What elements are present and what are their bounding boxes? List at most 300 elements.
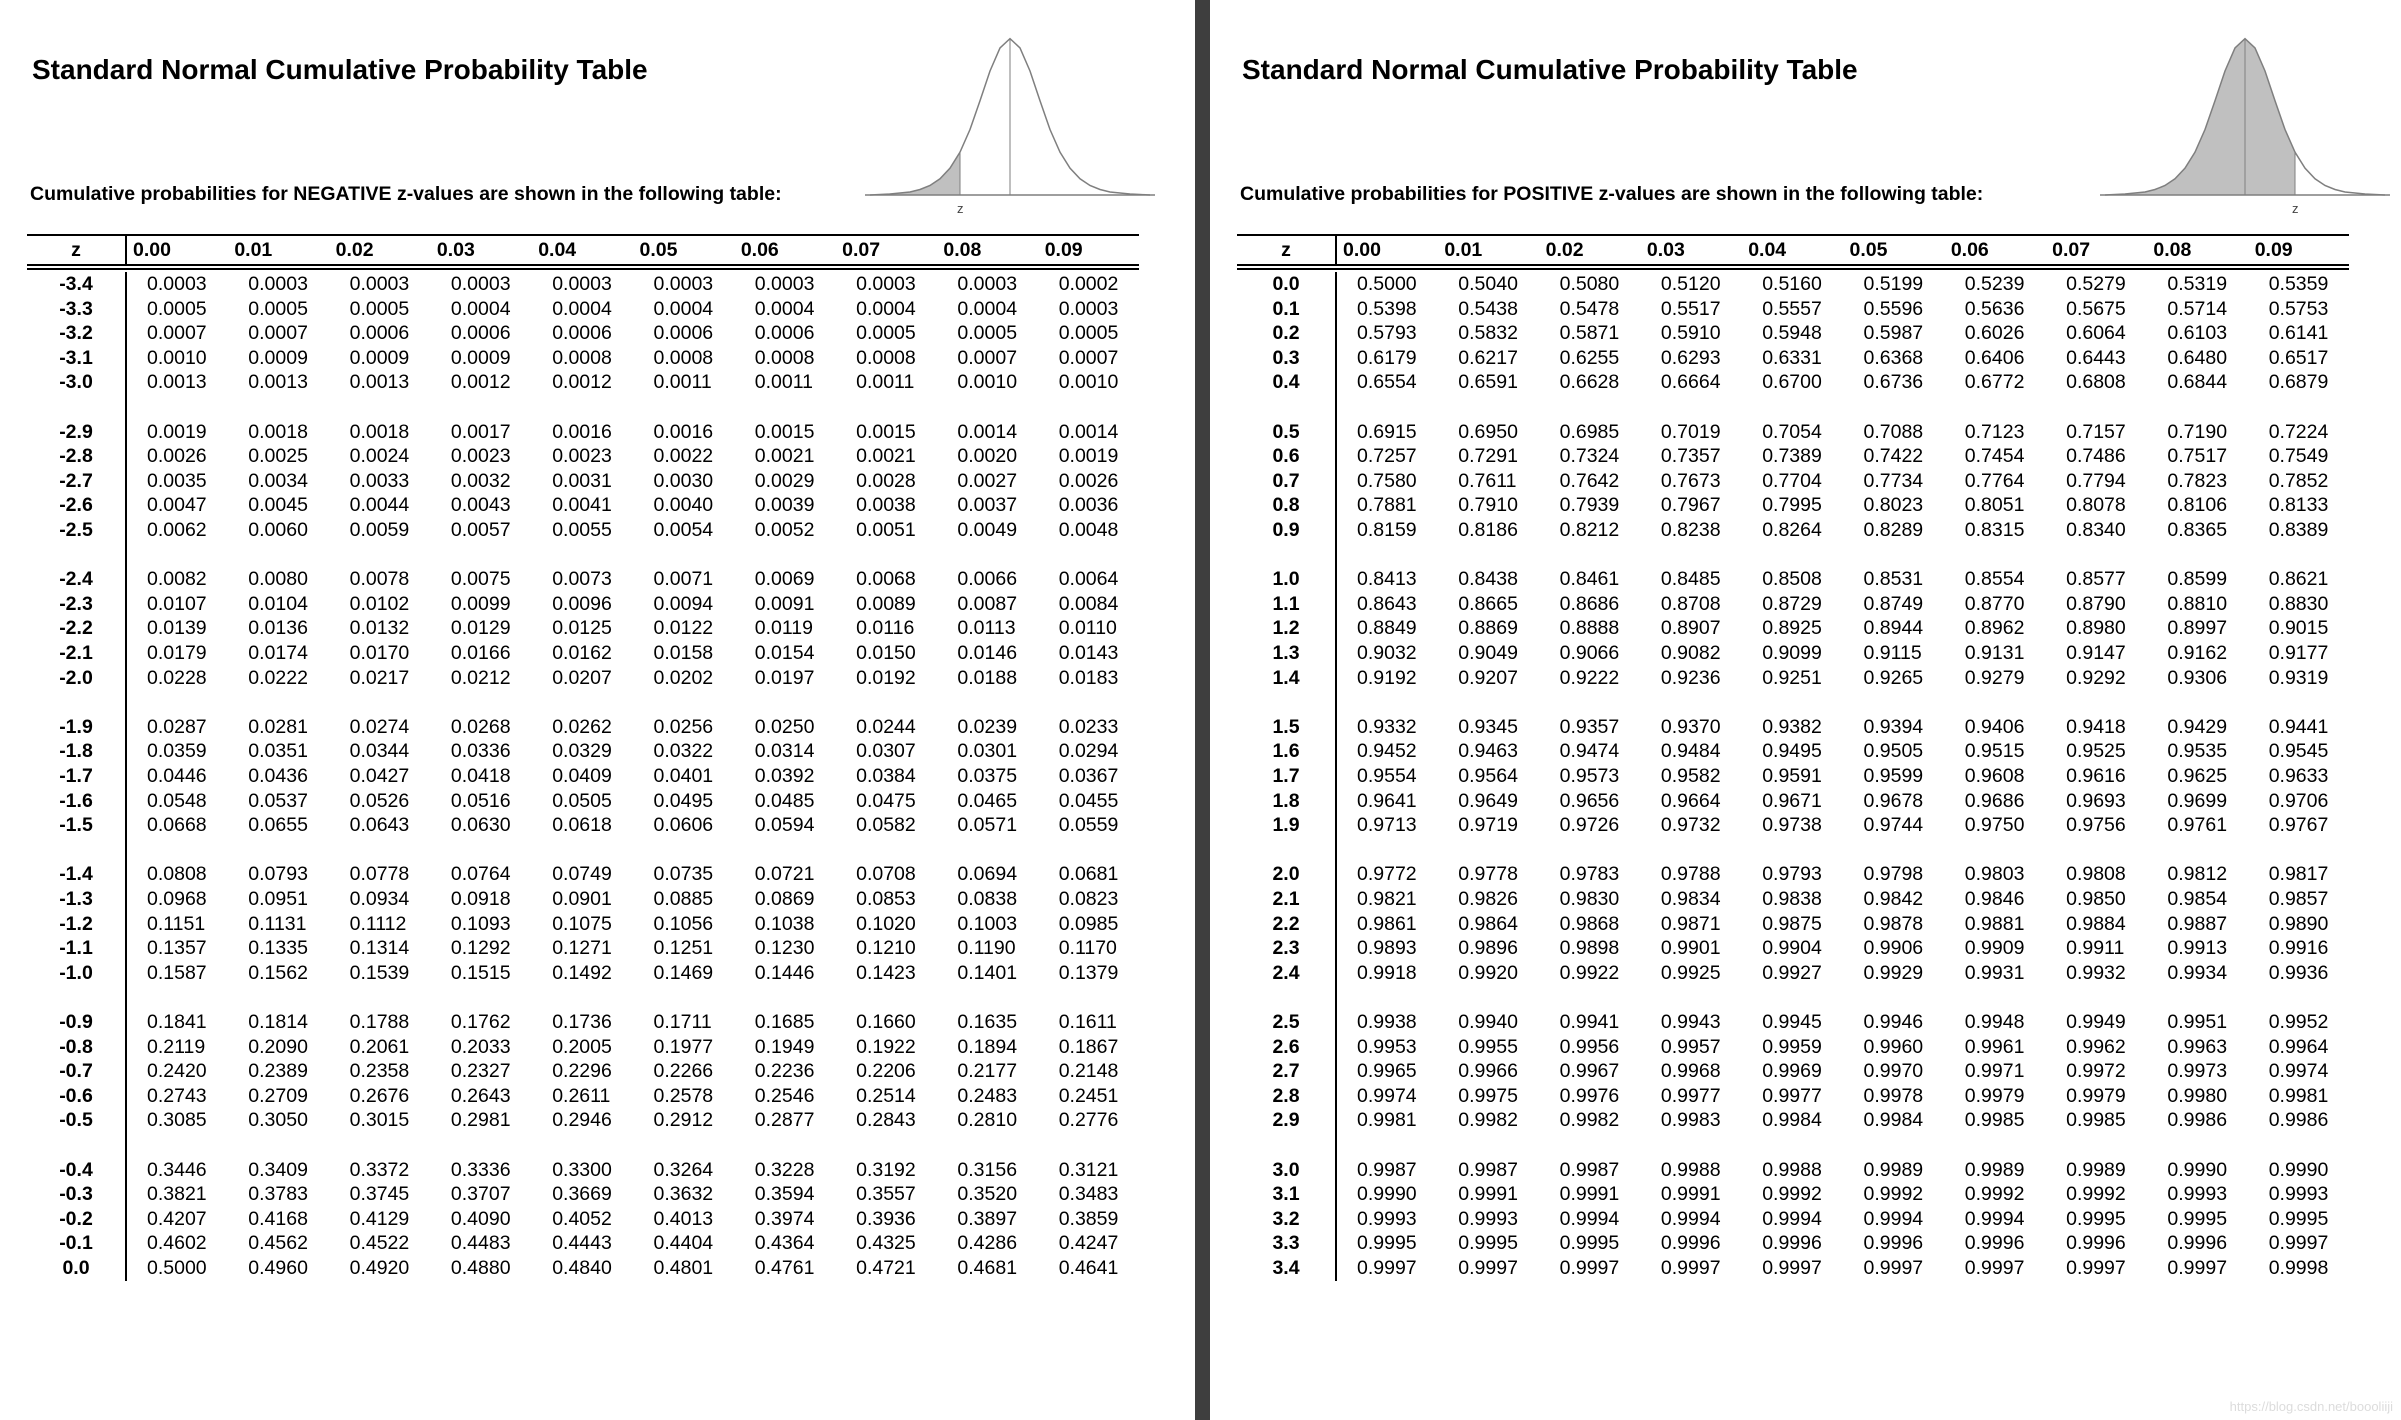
table-header-row <box>27 234 1139 266</box>
probability-cell: 0.9977 <box>1762 1084 1822 1107</box>
column-header: 0.02 <box>335 239 374 261</box>
probability-cell: 0.0018 <box>248 420 308 443</box>
probability-cell: 0.0029 <box>754 469 815 492</box>
probability-cell: 0.0027 <box>957 469 1018 492</box>
probability-cell: 0.9738 <box>1762 814 1822 837</box>
column-header: 0.04 <box>1748 239 1787 261</box>
probability-cell: 0.9793 <box>1762 863 1822 886</box>
negative-z-table-page <box>0 0 1195 1420</box>
probability-cell: 0.9992 <box>1863 1183 1924 1206</box>
column-header: 0.03 <box>1646 239 1685 261</box>
z-value: 1.8 <box>1272 789 1300 812</box>
probability-cell: 0.0003 <box>1058 297 1119 320</box>
probability-cell: 0.8413 <box>1357 568 1417 591</box>
probability-cell: 0.0643 <box>349 814 410 837</box>
probability-cell: 0.0559 <box>1058 814 1119 837</box>
table-row <box>1237 297 2349 322</box>
probability-cell: 0.6517 <box>2268 346 2329 369</box>
probability-cell: 0.2236 <box>754 1060 815 1083</box>
positive-z-table <box>1237 234 2349 1281</box>
z-value: 0.8 <box>1272 494 1300 517</box>
probability-cell: 0.9970 <box>1863 1060 1924 1083</box>
z-value: -1.7 <box>59 765 93 787</box>
probability-cell: 0.3300 <box>552 1158 612 1181</box>
probability-cell: 0.0031 <box>552 469 612 492</box>
probability-cell: 0.5438 <box>1458 297 1518 320</box>
probability-cell: 0.1151 <box>147 912 206 935</box>
probability-cell: 0.4721 <box>856 1257 916 1279</box>
probability-cell: 0.7910 <box>1458 494 1518 517</box>
probability-cell: 0.7224 <box>2268 420 2329 443</box>
table-row <box>27 1035 1139 1060</box>
table-body <box>27 272 1139 1281</box>
probability-cell: 0.9463 <box>1458 740 1518 763</box>
z-value: -0.9 <box>59 1011 93 1033</box>
probability-cell: 0.5080 <box>1559 273 1620 295</box>
probability-cell: 0.0188 <box>957 666 1018 689</box>
probability-cell: 0.0018 <box>349 420 410 443</box>
probability-cell: 0.0239 <box>957 715 1018 738</box>
probability-cell: 0.6293 <box>1660 346 1721 369</box>
probability-cell: 0.4920 <box>349 1257 410 1279</box>
probability-cell: 0.8790 <box>2066 592 2126 615</box>
z-value: 2.9 <box>1272 1109 1300 1132</box>
probability-cell: 0.3520 <box>957 1183 1018 1206</box>
probability-cell: 0.2643 <box>450 1084 511 1107</box>
probability-cell: 0.9641 <box>1357 789 1417 812</box>
probability-cell: 0.0197 <box>754 666 815 689</box>
probability-cell: 0.9582 <box>1660 765 1721 787</box>
probability-cell: 0.0401 <box>653 765 714 787</box>
probability-cell: 0.2389 <box>248 1060 308 1083</box>
table-row <box>27 1010 1139 1035</box>
column-header: 0.08 <box>943 239 982 261</box>
probability-cell: 0.6700 <box>1762 371 1822 394</box>
probability-cell: 0.8389 <box>2268 519 2329 541</box>
z-value: -3.4 <box>59 273 93 295</box>
z-value: 2.6 <box>1272 1035 1300 1058</box>
probability-cell: 0.9979 <box>1964 1084 2025 1107</box>
probability-cell: 0.8023 <box>1863 494 1924 517</box>
probability-cell: 0.6915 <box>1357 420 1417 443</box>
z-value: 2.7 <box>1272 1060 1300 1083</box>
probability-cell: 0.9952 <box>2268 1011 2329 1033</box>
probability-cell: 0.2743 <box>147 1084 207 1107</box>
probability-cell: 0.8810 <box>2167 592 2228 615</box>
z-value: 2.5 <box>1272 1011 1300 1033</box>
probability-cell: 0.0618 <box>552 814 612 837</box>
probability-cell: 0.0202 <box>653 666 714 689</box>
probability-cell: 0.4129 <box>349 1207 410 1230</box>
probability-cell: 0.0011 <box>856 371 915 394</box>
probability-cell: 0.0495 <box>653 789 714 812</box>
probability-cell: 0.3085 <box>147 1109 207 1132</box>
probability-cell: 0.9671 <box>1762 789 1822 812</box>
probability-cell: 0.4801 <box>653 1257 714 1279</box>
probability-cell: 0.9988 <box>1762 1158 1822 1181</box>
probability-cell: 0.9913 <box>2167 937 2228 960</box>
probability-cell: 0.9798 <box>1863 863 1924 886</box>
probability-cell: 0.9993 <box>2167 1183 2228 1206</box>
probability-cell: 0.1335 <box>248 937 308 960</box>
probability-cell: 0.9699 <box>2167 789 2228 812</box>
z-value: -2.6 <box>59 494 93 517</box>
probability-cell: 0.0150 <box>856 642 916 664</box>
probability-cell: 0.0036 <box>1058 494 1119 517</box>
probability-cell: 0.9995 <box>2167 1207 2228 1230</box>
probability-cell: 0.9842 <box>1863 888 1924 910</box>
probability-cell: 0.0013 <box>248 371 308 394</box>
probability-cell: 0.0307 <box>856 740 916 763</box>
probability-cell: 0.0041 <box>552 494 612 517</box>
probability-cell: 0.7157 <box>2066 420 2126 443</box>
probability-cell: 0.9955 <box>1458 1035 1518 1058</box>
probability-cell: 0.9015 <box>2268 617 2329 640</box>
probability-cell: 0.3669 <box>552 1183 612 1206</box>
probability-cell: 0.0089 <box>856 592 916 615</box>
probability-cell: 0.1894 <box>957 1035 1018 1058</box>
z-value: 3.0 <box>1272 1158 1300 1181</box>
z-value: -2.9 <box>59 420 93 443</box>
z-value: 0.1 <box>1272 297 1300 320</box>
probability-cell: 0.9987 <box>1357 1158 1417 1181</box>
probability-cell: 0.0606 <box>653 814 714 837</box>
probability-cell: 0.9996 <box>1762 1232 1822 1255</box>
probability-cell: 0.0359 <box>147 740 207 763</box>
probability-cell: 0.9495 <box>1762 740 1822 763</box>
probability-cell: 0.9292 <box>2066 666 2126 689</box>
table-row <box>1237 813 2349 838</box>
probability-cell: 0.0465 <box>957 789 1018 812</box>
probability-cell: 0.9564 <box>1458 765 1518 787</box>
probability-cell: 0.7704 <box>1762 469 1822 492</box>
probability-cell: 0.4325 <box>856 1232 916 1255</box>
probability-cell: 0.1056 <box>653 912 714 935</box>
probability-cell: 0.0026 <box>1058 469 1119 492</box>
probability-cell: 0.5596 <box>1863 297 1924 320</box>
probability-cell: 0.7642 <box>1559 469 1620 492</box>
probability-cell: 0.3050 <box>248 1109 308 1132</box>
probability-cell: 0.0004 <box>754 297 815 320</box>
probability-cell: 0.9525 <box>2066 740 2126 763</box>
probability-cell: 0.0006 <box>653 322 714 345</box>
probability-cell: 0.0409 <box>552 765 612 787</box>
probability-cell: 0.8888 <box>1559 617 1620 640</box>
probability-cell: 0.1003 <box>957 912 1018 935</box>
probability-cell: 0.5714 <box>2167 297 2228 320</box>
column-header: 0.07 <box>842 239 881 261</box>
probability-cell: 0.0329 <box>552 740 612 763</box>
probability-cell: 0.0268 <box>450 715 511 738</box>
probability-cell: 0.0212 <box>450 666 511 689</box>
probability-cell: 0.9429 <box>2167 715 2228 738</box>
probability-cell: 0.5239 <box>1964 273 2025 295</box>
page-title: Standard Normal Cumulative Probability Table <box>1242 54 1858 85</box>
probability-cell: 0.9817 <box>2268 863 2329 886</box>
z-value: 1.3 <box>1272 642 1300 664</box>
probability-cell: 0.3897 <box>957 1207 1018 1230</box>
probability-cell: 0.8944 <box>1863 617 1924 640</box>
z-value: -2.3 <box>59 592 93 615</box>
probability-cell: 0.8962 <box>1964 617 2025 640</box>
probability-cell: 0.0004 <box>552 297 612 320</box>
table-header-row <box>1237 234 2349 266</box>
probability-cell: 0.0681 <box>1058 863 1119 886</box>
probability-cell: 0.0274 <box>349 715 410 738</box>
probability-cell: 0.1762 <box>450 1011 511 1033</box>
probability-cell: 0.0548 <box>147 789 207 812</box>
probability-cell: 0.3228 <box>754 1158 815 1181</box>
probability-cell: 0.9982 <box>1559 1109 1620 1132</box>
probability-cell: 0.7794 <box>2066 469 2126 492</box>
z-value: 1.4 <box>1272 666 1300 689</box>
probability-cell: 0.9943 <box>1660 1011 1721 1033</box>
probability-cell: 0.8531 <box>1863 568 1924 591</box>
probability-cell: 0.5199 <box>1863 273 1924 295</box>
probability-cell: 0.0004 <box>957 297 1018 320</box>
probability-cell: 0.9222 <box>1559 666 1620 689</box>
probability-cell: 0.8315 <box>1964 519 2025 541</box>
probability-cell: 0.0059 <box>349 519 410 541</box>
probability-cell: 0.2451 <box>1058 1084 1119 1107</box>
table-row <box>1237 493 2349 518</box>
probability-cell: 0.9997 <box>1762 1257 1822 1279</box>
probability-cell: 0.3015 <box>349 1109 410 1132</box>
probability-cell: 0.0287 <box>147 715 207 738</box>
probability-cell: 0.9986 <box>2268 1109 2329 1132</box>
table-row <box>27 887 1139 912</box>
probability-cell: 0.9985 <box>2066 1109 2126 1132</box>
probability-cell: 0.0885 <box>653 888 714 910</box>
probability-cell: 0.9949 <box>2066 1011 2126 1033</box>
column-header: 0.00 <box>133 239 171 261</box>
probability-cell: 0.9750 <box>1964 814 2025 837</box>
probability-cell: 0.2483 <box>957 1084 1018 1107</box>
probability-cell: 0.9936 <box>2268 961 2329 984</box>
probability-cell: 0.0764 <box>450 863 511 886</box>
probability-cell: 0.5000 <box>1357 273 1417 295</box>
table-row <box>1237 469 2349 494</box>
probability-cell: 0.9978 <box>1863 1084 1924 1107</box>
probability-cell: 0.0594 <box>754 814 815 837</box>
probability-cell: 0.0013 <box>349 371 410 394</box>
probability-cell: 0.9452 <box>1357 740 1417 763</box>
probability-cell: 0.7852 <box>2268 469 2329 492</box>
probability-cell: 0.0003 <box>349 273 410 295</box>
probability-cell: 0.2005 <box>552 1035 612 1058</box>
probability-cell: 0.9115 <box>1863 642 1922 664</box>
z-column-divider-line <box>125 272 127 1281</box>
probability-cell: 0.0351 <box>248 740 308 763</box>
probability-cell: 0.0901 <box>552 888 612 910</box>
probability-cell: 0.3974 <box>754 1207 815 1230</box>
table-row <box>1237 346 2349 371</box>
probability-cell: 0.9887 <box>2167 912 2228 935</box>
probability-cell: 0.9989 <box>2066 1158 2126 1181</box>
table-row <box>27 666 1139 691</box>
probability-cell: 0.0003 <box>754 273 815 295</box>
probability-cell: 0.9131 <box>1964 642 2025 664</box>
probability-cell: 0.9920 <box>1458 961 1518 984</box>
probability-cell: 0.9591 <box>1762 765 1822 787</box>
table-row <box>27 813 1139 838</box>
probability-cell: 0.1075 <box>552 912 612 935</box>
probability-cell: 0.9744 <box>1863 814 1924 837</box>
z-value: -1.5 <box>59 814 93 837</box>
probability-cell: 0.0228 <box>147 666 207 689</box>
probability-cell: 0.0823 <box>1058 888 1119 910</box>
z-value: 3.3 <box>1272 1232 1300 1255</box>
probability-cell: 0.9686 <box>1964 789 2025 812</box>
z-value: -1.8 <box>59 740 93 763</box>
probability-cell: 0.6772 <box>1964 371 2025 394</box>
probability-cell: 0.9972 <box>2066 1060 2126 1083</box>
probability-cell: 0.0014 <box>957 420 1018 443</box>
probability-cell: 0.9993 <box>2268 1183 2329 1206</box>
probability-cell: 0.0294 <box>1058 740 1119 763</box>
probability-cell: 0.9994 <box>1762 1207 1822 1230</box>
probability-cell: 0.0281 <box>248 715 308 738</box>
z-value: -2.4 <box>59 568 93 591</box>
probability-cell: 0.0808 <box>147 863 207 886</box>
probability-cell: 0.8907 <box>1660 617 1721 640</box>
probability-cell: 0.9573 <box>1559 765 1620 787</box>
probability-cell: 0.0082 <box>147 568 207 591</box>
probability-cell: 0.9871 <box>1660 912 1721 935</box>
probability-cell: 0.9345 <box>1458 715 1518 738</box>
probability-cell: 0.9535 <box>2167 740 2228 763</box>
probability-cell: 0.4443 <box>552 1232 612 1255</box>
z-value: 1.1 <box>1272 592 1300 615</box>
probability-cell: 0.0020 <box>957 445 1018 468</box>
probability-cell: 0.0038 <box>856 494 916 517</box>
table-row <box>27 862 1139 887</box>
probability-cell: 0.7549 <box>2268 445 2329 468</box>
probability-cell: 0.0418 <box>450 765 511 787</box>
probability-cell: 0.0367 <box>1058 765 1119 787</box>
probability-cell: 0.6064 <box>2066 322 2126 345</box>
probability-cell: 0.0004 <box>653 297 714 320</box>
probability-cell: 0.9927 <box>1762 961 1822 984</box>
probability-cell: 0.0060 <box>248 519 308 541</box>
probability-cell: 0.2061 <box>349 1035 410 1058</box>
column-header: 0.09 <box>2254 239 2293 261</box>
probability-cell: 0.8997 <box>2167 617 2228 640</box>
probability-cell: 0.5636 <box>1964 297 2025 320</box>
probability-cell: 0.0013 <box>147 371 207 394</box>
probability-cell: 0.8686 <box>1559 592 1620 615</box>
probability-cell: 0.8365 <box>2167 519 2228 541</box>
table-row <box>1237 1207 2349 1232</box>
probability-cell: 0.3936 <box>856 1207 916 1230</box>
z-value: 1.6 <box>1272 740 1300 763</box>
probability-cell: 0.9625 <box>2167 765 2228 787</box>
probability-cell: 0.9993 <box>1357 1207 1417 1230</box>
probability-cell: 0.8770 <box>1964 592 2025 615</box>
probability-cell: 0.0005 <box>147 297 207 320</box>
probability-cell: 0.0668 <box>147 814 207 837</box>
probability-cell: 0.4247 <box>1058 1232 1119 1255</box>
z-value: 0.5 <box>1272 420 1300 443</box>
probability-cell: 0.0630 <box>450 814 511 837</box>
probability-cell: 0.9977 <box>1660 1084 1721 1107</box>
table-row <box>27 370 1139 395</box>
table-row <box>27 616 1139 641</box>
probability-cell: 0.4483 <box>450 1232 511 1255</box>
probability-cell: 0.3192 <box>856 1158 916 1181</box>
probability-cell: 0.0009 <box>248 346 308 369</box>
z-value: 0.0 <box>1272 273 1300 295</box>
probability-cell: 0.0015 <box>856 420 916 443</box>
probability-cell: 0.9147 <box>2066 642 2126 664</box>
probability-cell: 0.0344 <box>349 740 410 763</box>
probability-cell: 0.0375 <box>957 765 1018 787</box>
probability-cell: 0.9996 <box>1863 1232 1924 1255</box>
probability-cell: 0.0009 <box>450 346 511 369</box>
probability-cell: 0.9953 <box>1357 1035 1417 1058</box>
probability-cell: 0.2843 <box>856 1109 916 1132</box>
probability-cell: 0.0019 <box>147 420 207 443</box>
probability-cell: 0.1685 <box>754 1011 815 1033</box>
probability-cell: 0.9995 <box>2268 1207 2329 1230</box>
z-value: -1.6 <box>59 789 93 812</box>
probability-cell: 0.9319 <box>2268 666 2329 689</box>
probability-cell: 0.7054 <box>1762 420 1822 443</box>
table-row <box>1237 1084 2349 1109</box>
probability-cell: 0.9177 <box>2268 642 2329 664</box>
table-row <box>27 321 1139 346</box>
probability-cell: 0.2327 <box>450 1060 511 1083</box>
z-value: 2.8 <box>1272 1084 1300 1107</box>
probability-cell: 0.1469 <box>653 961 714 984</box>
table-row <box>27 567 1139 592</box>
probability-cell: 0.9265 <box>1863 666 1924 689</box>
table-row <box>1237 1231 2349 1256</box>
z-value: 2.2 <box>1272 912 1300 935</box>
probability-cell: 0.0075 <box>450 568 511 591</box>
probability-cell: 0.2358 <box>349 1060 410 1083</box>
z-value: -1.1 <box>59 937 93 960</box>
probability-cell: 0.0262 <box>552 715 612 738</box>
probability-cell: 0.3783 <box>248 1183 308 1206</box>
probability-cell: 0.0069 <box>754 568 815 591</box>
probability-cell: 0.0174 <box>248 642 308 664</box>
probability-cell: 0.9545 <box>2268 740 2329 763</box>
probability-cell: 0.0047 <box>147 494 207 517</box>
probability-cell: 0.9713 <box>1357 814 1417 837</box>
probability-cell: 0.0032 <box>450 469 511 492</box>
probability-cell: 0.1251 <box>653 937 714 960</box>
normal-curve-positive-icon <box>2095 28 2395 218</box>
probability-cell: 0.8849 <box>1357 617 1417 640</box>
probability-cell: 0.0066 <box>957 568 1018 591</box>
probability-cell: 0.1230 <box>754 937 815 960</box>
probability-cell: 0.0154 <box>754 642 815 664</box>
table-row <box>1237 1182 2349 1207</box>
z-value: -2.0 <box>59 666 93 689</box>
probability-cell: 0.9649 <box>1458 789 1518 812</box>
probability-cell: 0.5120 <box>1660 273 1721 295</box>
probability-cell: 0.0057 <box>450 519 511 541</box>
z-value: -3.1 <box>59 346 93 369</box>
probability-cell: 0.9991 <box>1458 1183 1518 1206</box>
probability-cell: 0.8106 <box>2167 494 2228 517</box>
z-value: -1.3 <box>59 888 93 910</box>
probability-cell: 0.9904 <box>1762 937 1822 960</box>
z-column-header: z <box>71 239 81 261</box>
probability-cell: 0.0314 <box>754 740 815 763</box>
probability-cell: 0.0094 <box>653 592 714 615</box>
